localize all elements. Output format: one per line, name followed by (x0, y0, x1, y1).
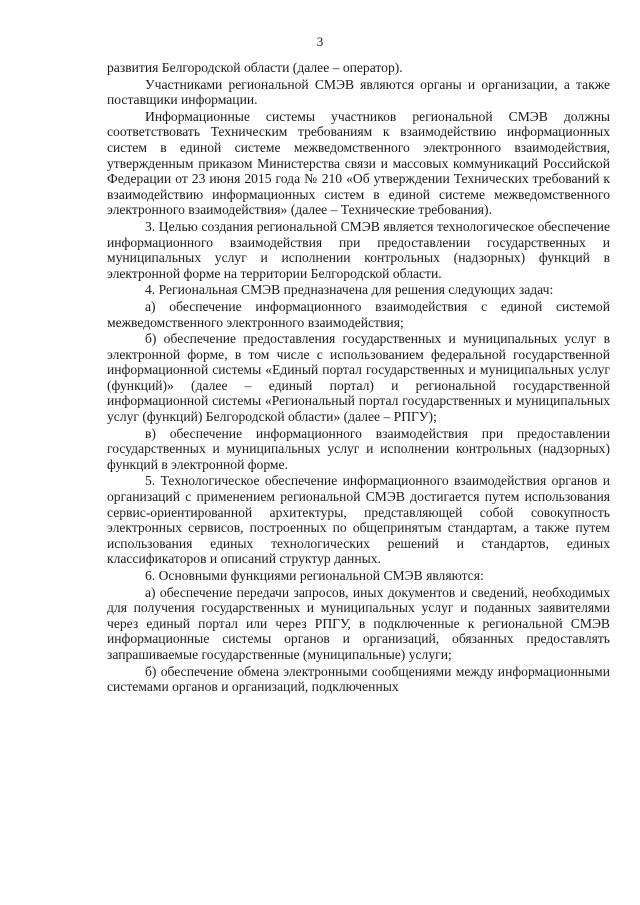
paragraph: развития Белгородской области (далее – оператор). (107, 60, 403, 75)
paragraph: 5. Технологическое обеспечение информационного взаимодействия органов и организаций с применением региональной СМЭВ достигается путем использования сервис-ориентированной архитектуры, представляющей собой совокупность электронных сервисов, построенных по общепринятым стандартам, а также путем использования единых технологических решений и стандартов, единых классификаторов и описаний структур данных. (107, 473, 610, 567)
paragraph: 6. Основными функциями региональной СМЭВ являются: (145, 568, 484, 583)
paragraph: а) обеспечение передачи запросов, иных документов и сведений, необходимых для получения государственных и муниципальных услуг и поданных заявителями через единый портал или через РПГУ, в подключенные к региональной СМЭВ информационные системы органов и организаций, обязанных предоставлять запрашиваемые государственные (муниципальные) услуги; (107, 584, 610, 662)
paragraph: а) обеспечение информационного взаимодействия с единой системой межведомственного электронного взаимодействия; (107, 298, 610, 330)
paragraph: Участниками региональной СМЭВ являются органы и организации, а также поставщики информации. (107, 76, 610, 108)
paragraph: 3. Целью создания региональной СМЭВ является технологическое обеспечение информационного взаимодействия при предоставлении государственных и муниципальных услуг и исполнении контрольных (надзорных) функций в электронной форме на территории Белгородской области. (107, 218, 610, 281)
paragraph: б) обеспечение обмена электронными сообщениями между информационными системами органов и организаций, подключенных (107, 663, 610, 695)
paragraph: б) обеспечение предоставления государственных и муниципальных услуг в электронной форме, в том числе с использованием федеральной государственной информационной системы «Единый портал государственных и муниципальных услуг (функций)» (далее – единый портал) и региональной государственной информационной системы «Региональный портал государственных и муниципальных услуг (функций) Белгородской области» (далее – РПГУ); (107, 331, 610, 425)
paragraph: в) обеспечение информационного взаимодействия при предоставлении государственных и муниципальных услуг и исполнении контрольных (надзорных) функций в электронной форме. (107, 425, 610, 472)
page-number: 3 (316, 34, 324, 49)
document-body (107, 60, 610, 696)
paragraph: Информационные системы участников региональной СМЭВ должны соответствовать Техническим требованиям к взаимодействию информационных систем в единой системе межведомственного электронного взаимодействия, утвержденным приказом Министерства связи и массовых коммуникаций Российской Федерации от 23 июня 2015 года № 210 «Об утверждении Технических требований к взаимодействию информационных систем в единой системе межведомственного электронного взаимодействия» (далее – Технические требования). (107, 108, 610, 218)
paragraph: 4. Региональная СМЭВ предназначена для решения следующих задач: (145, 282, 554, 298)
